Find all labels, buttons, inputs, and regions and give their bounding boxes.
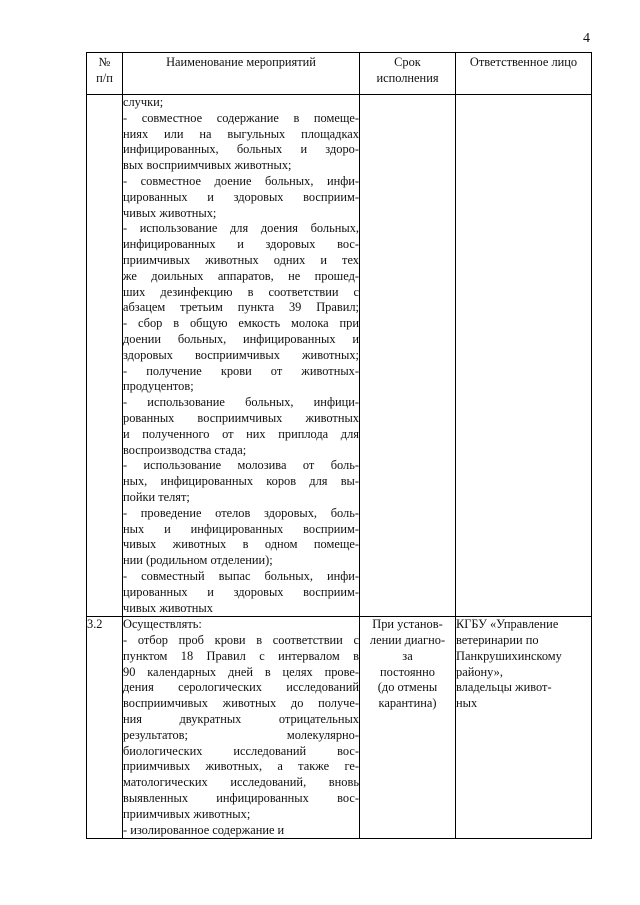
text-line: п/п: [96, 70, 113, 85]
deadline-cell: [360, 95, 456, 617]
text-line: вых восприимчивых животных;: [123, 158, 292, 173]
text-line: - проведение отелов здоровых, боль-: [123, 505, 359, 520]
text-line: матологических исследований, вновь: [123, 775, 359, 790]
text-line: постоянно: [379, 664, 435, 679]
text-line: - отбор проб крови в соответствии с: [123, 633, 359, 648]
text-line: чивых животных;: [123, 205, 217, 220]
text-line: 90 календарных дней в целях прове-: [123, 664, 359, 679]
text-line: за: [402, 648, 413, 663]
text-line: чивых животных: [123, 600, 213, 615]
text-line: Ответственное лицо: [469, 55, 578, 69]
text-line: продуцентов;: [123, 379, 194, 394]
text-line: №: [98, 55, 111, 69]
text-line: пунктом 18 Правил с интервалом в: [123, 648, 359, 663]
page-number: 4: [583, 31, 590, 46]
header-measure-name: [123, 53, 360, 95]
row-number-cell: 3.2: [87, 617, 123, 839]
text-line: - изолированное содержание и: [123, 822, 285, 837]
text-line: КГБУ «Управление: [456, 617, 559, 632]
header-deadline: [360, 53, 456, 95]
text-line: и полученного от них приплода для: [123, 426, 359, 441]
deadline-cell: [360, 617, 456, 839]
text-line: - использование больных, инфици-: [123, 395, 359, 410]
text-line: восприимчивых животных до получе-: [123, 696, 359, 711]
text-line: району»,: [456, 664, 503, 679]
text-line: ниях или на выгульных площадках: [123, 126, 359, 141]
text-line: ных и инфицированных восприим-: [123, 521, 359, 536]
text-line: цированных и здоровых восприим-: [123, 584, 359, 599]
text-line: доении больных, инфицированных и: [123, 331, 359, 346]
text-line: - совместный выпас больных, инфи-: [123, 568, 359, 583]
header-responsible: [456, 53, 592, 95]
text-line: исполнения: [376, 70, 439, 85]
text-line: ных, инфицированных коров для вы-: [123, 474, 359, 489]
text-line: дения серологических исследований: [123, 680, 359, 695]
text-line: абзацем третьим пункта 39 Правил;: [123, 300, 359, 315]
text-line: биологических исследований вос-: [123, 743, 359, 758]
text-line: Срок: [394, 55, 421, 69]
text-line: пойки телят;: [123, 489, 190, 504]
text-line: лении диагно-: [369, 633, 446, 648]
measure-name-cell: [123, 617, 360, 839]
text-line: - получение крови от животных-: [123, 363, 359, 378]
measure-name-cell: [123, 95, 360, 617]
text-line: случки;: [123, 95, 164, 109]
text-line: же доильных аппаратов, не прошед-: [123, 268, 359, 283]
text-line: (до отмены: [377, 680, 438, 695]
text-line: приимчивых животных, а также ге-: [123, 759, 359, 774]
text-line: При установ-: [372, 617, 443, 632]
table-row: [87, 617, 592, 839]
text-line: здоровых восприимчивых животных;: [123, 347, 359, 362]
text-line: приимчивых животных;: [123, 806, 251, 821]
text-line: выявленных инфицированных вос-: [123, 791, 359, 806]
text-line: Наименование мероприятий: [166, 55, 316, 69]
responsible-cell: [456, 95, 592, 617]
text-line: Осуществлять:: [123, 617, 202, 632]
text-line: приимчивых животных одних и тех: [123, 252, 359, 267]
text-line: Панкрушихинскому: [456, 648, 562, 663]
responsible-cell: [456, 617, 592, 839]
header-number: [87, 53, 123, 95]
text-line: ших дезинфекцию в соответствии с: [123, 284, 359, 299]
text-line: - использование для доения больных,: [123, 221, 359, 236]
text-line: ния двукратных отрицательных: [123, 712, 359, 727]
text-line: карантина): [378, 696, 437, 711]
text-line: воспроизводства стада;: [123, 442, 247, 457]
text-line: ных: [456, 696, 478, 711]
measures-table: [86, 52, 592, 839]
text-line: - сбор в общую емкость молока при: [123, 316, 359, 331]
text-line: - совместное содержание в помеще-: [123, 110, 359, 125]
text-line: инфицированных, больных и здоро-: [123, 142, 359, 157]
row-number-cell: [87, 95, 123, 617]
table-row: [87, 95, 592, 617]
text-line: ветеринарии по: [456, 633, 539, 648]
text-line: - использование молозива от боль-: [123, 458, 359, 473]
text-line: нии (родильном отделении);: [123, 553, 273, 568]
text-line: цированных и здоровых восприим-: [123, 189, 359, 204]
table-header-row: [87, 53, 592, 95]
text-line: - совместное доение больных, инфи-: [123, 173, 359, 188]
text-line: владельцы живот-: [456, 680, 552, 695]
text-line: чивых животных в одном помеще-: [123, 537, 359, 552]
text-line: результатов; молекулярно-: [123, 727, 359, 742]
text-line: рованных восприимчивых животных: [123, 410, 359, 425]
text-line: инфицированных и здоровых вос-: [123, 237, 359, 252]
